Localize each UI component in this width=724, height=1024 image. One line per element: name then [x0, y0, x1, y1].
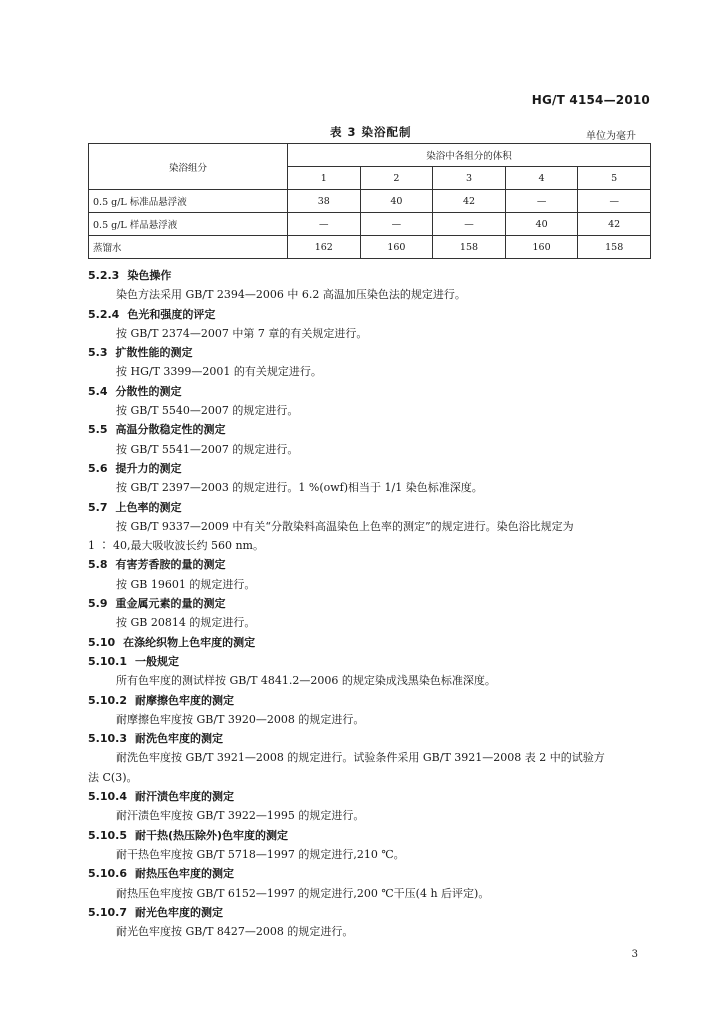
section-heading: [88, 691, 654, 710]
column-number: 5: [578, 167, 651, 190]
section-title: 染色操作: [127, 269, 172, 282]
document-code: HG/T 4154—2010: [531, 93, 650, 107]
section-number: 5.10.2: [88, 693, 127, 707]
paragraph: 耐光色牢度按 GB/T 8427—2008 的规定进行。: [116, 925, 354, 939]
paragraph: 按 GB/T 9337—2009 中有关“分散染料高温染色上色率的测定”的规定进行。染色浴比规定为: [116, 519, 574, 533]
table-cell: 38: [288, 190, 361, 213]
section-number: 5.7: [88, 500, 108, 514]
table-cell: 160: [360, 236, 433, 259]
section-title: 扩散性能的测定: [115, 346, 193, 360]
section-number: 5.2.4: [88, 307, 120, 321]
section-number: 5.10.3: [88, 732, 127, 746]
paragraph-continuation: 法 C(3)。: [88, 770, 138, 784]
paragraph: 耐洗色牢度按 GB/T 3921—2008 的规定进行。试验条件采用 GB/T 3921—2008 表 2 中的试验方: [116, 751, 605, 765]
paragraph: 按 GB/T 5540—2007 的规定进行。: [116, 404, 299, 418]
table-cell: 160: [505, 236, 578, 259]
section-number: 5.6: [88, 461, 108, 475]
section-number: 5.10: [88, 635, 116, 649]
table-cell: —: [578, 190, 651, 213]
section-number: 5.8: [88, 558, 108, 572]
table-title: 表 3 染浴配制: [330, 125, 412, 139]
section-heading: [88, 305, 654, 324]
table-unit: 单位为毫升: [586, 131, 636, 142]
section-number: 5.3: [88, 346, 108, 360]
section-title: 耐汗渍色牢度的测定: [134, 790, 234, 804]
section-number: 5.10.5: [88, 828, 127, 842]
section-number: 5.5: [88, 423, 108, 437]
section-heading: [88, 343, 654, 362]
section-title: 提升力的测定: [115, 461, 182, 475]
table-cell: —: [433, 213, 506, 236]
section-title: 高温分散稳定性的测定: [115, 423, 226, 437]
table-header-row: [89, 144, 651, 167]
table-cell: 40: [360, 190, 433, 213]
section-title: 在涤纶织物上色牢度的测定: [123, 635, 256, 649]
section-heading: [88, 498, 654, 517]
section-title: 耐热压色牢度的测定: [134, 867, 234, 881]
table-cell: 162: [288, 236, 361, 259]
page-number: 3: [631, 949, 638, 960]
section-number: 5.2.3: [88, 269, 120, 282]
paragraph: 按 GB 20814 的规定进行。: [116, 616, 256, 630]
dye-bath-table: [88, 143, 651, 259]
table-row: [89, 213, 651, 236]
table-cell: 42: [578, 213, 651, 236]
table-cell: —: [505, 190, 578, 213]
paragraph: 耐摩擦色牢度按 GB/T 3920—2008 的规定进行。: [116, 712, 365, 726]
section-heading: [88, 459, 654, 478]
section-title: 重金属元素的量的测定: [115, 597, 226, 611]
section-heading: [88, 826, 654, 845]
paragraph: 耐热压色牢度按 GB/T 6152—1997 的规定进行,200 ℃干压(4 h 后评定)。: [116, 886, 490, 900]
section-number: 5.10.4: [88, 790, 127, 804]
table-row: [89, 236, 651, 259]
column-number: 4: [505, 167, 578, 190]
section-number: 5.10.1: [88, 654, 127, 668]
section-title: 耐洗色牢度的测定: [134, 732, 223, 746]
section-heading: [88, 420, 654, 439]
paragraph: 按 GB/T 5541—2007 的规定进行。: [116, 442, 299, 456]
row-label: 0.5 g/L 样品悬浮液: [89, 213, 288, 236]
section-heading: [88, 594, 654, 613]
section-title: 一般规定: [134, 654, 179, 668]
paragraph: 耐干热色牢度按 GB/T 5718—1997 的规定进行,210 ℃。: [116, 847, 405, 861]
column-number: 2: [360, 167, 433, 190]
section-heading: [88, 382, 654, 401]
paragraph: 按 HG/T 3399—2001 的有关规定进行。: [116, 365, 322, 379]
section-title: 耐摩擦色牢度的测定: [134, 693, 234, 707]
paragraph: 按 GB/T 2397—2003 的规定进行。1 %(owf)相当于 1/1 染色标准深度。: [116, 481, 483, 495]
section-heading: [88, 787, 654, 806]
paragraph: 染色方法采用 GB/T 2394—2006 中 6.2 高温加压染色法的规定进行。: [116, 288, 466, 302]
paragraph: 所有色牢度的测试样按 GB/T 4841.2—2006 的规定染成浅黑染色标准深度。: [116, 674, 496, 688]
section-title: 耐光色牢度的测定: [134, 905, 223, 919]
table-cell: 158: [433, 236, 506, 259]
table-cell: —: [360, 213, 433, 236]
section-heading: [88, 652, 654, 671]
document-body: [88, 266, 654, 941]
section-title: 有害芳香胺的量的测定: [115, 558, 226, 572]
section-heading: [88, 633, 654, 652]
section-title: 上色率的测定: [115, 500, 182, 514]
table-cell: 158: [578, 236, 651, 259]
section-heading: [88, 903, 654, 922]
paragraph-continuation: 1 ∶ 40,最大吸收波长约 560 nm。: [88, 539, 264, 553]
table-row: [89, 190, 651, 213]
column-header-component: 染浴组分: [89, 144, 288, 190]
column-header-volume: 染浴中各组分的体积: [288, 144, 651, 167]
paragraph: 耐汗渍色牢度按 GB/T 3922—1995 的规定进行。: [116, 809, 365, 823]
section-title: 耐干热(热压除外)色牢度的测定: [134, 828, 289, 842]
section-heading: [88, 266, 654, 285]
section-number: 5.9: [88, 597, 108, 611]
section-heading: [88, 864, 654, 883]
section-number: 5.10.7: [88, 905, 127, 919]
column-number: 1: [288, 167, 361, 190]
section-heading: [88, 555, 654, 574]
table-cell: 40: [505, 213, 578, 236]
table-cell: 42: [433, 190, 506, 213]
column-number: 3: [433, 167, 506, 190]
paragraph: 按 GB 19601 的规定进行。: [116, 577, 256, 591]
section-title: 色光和强度的评定: [127, 307, 216, 321]
section-number: 5.4: [88, 384, 108, 398]
row-label: 0.5 g/L 标准品悬浮液: [89, 190, 288, 213]
section-title: 分散性的测定: [115, 384, 182, 398]
section-heading: [88, 729, 654, 748]
row-label: 蒸馏水: [89, 236, 288, 259]
section-number: 5.10.6: [88, 867, 127, 881]
paragraph: 按 GB/T 2374—2007 中第 7 章的有关规定进行。: [116, 326, 368, 340]
table-cell: —: [288, 213, 361, 236]
